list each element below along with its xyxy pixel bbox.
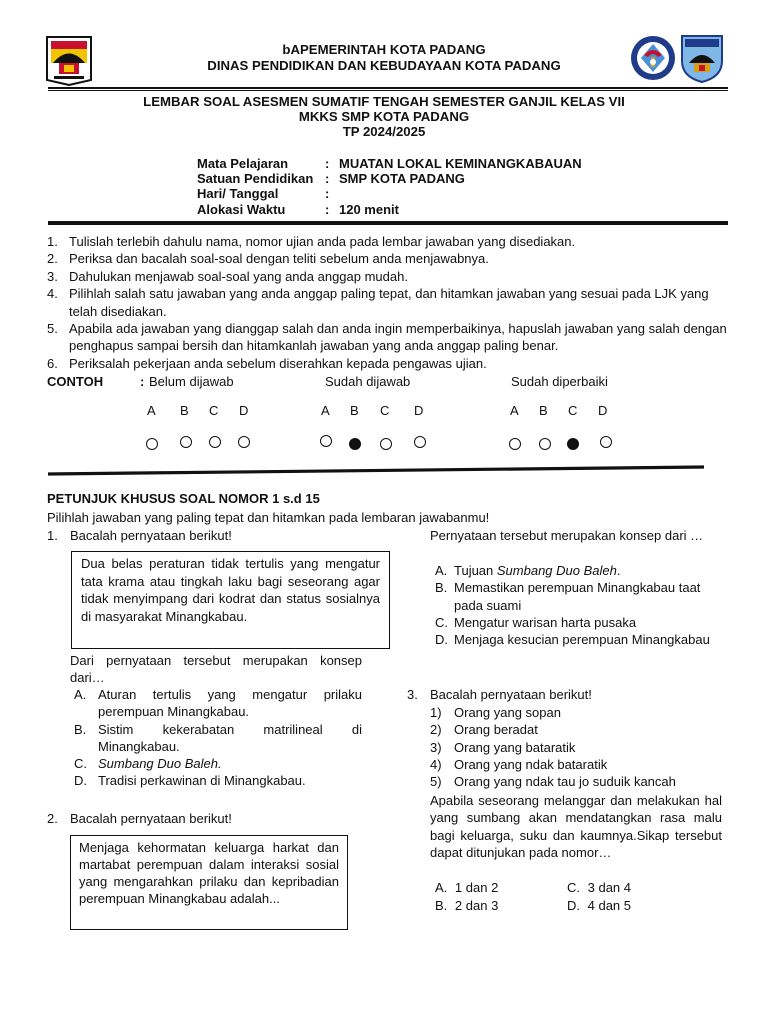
instruction-text: Periksalah pekerjaan anda sebelum diserahkan kepada pengawas ujian.	[69, 355, 487, 371]
statement-text: Orang yang bataratik	[454, 739, 576, 755]
question-prompt: Bacalah pernyataan berikut!	[70, 528, 232, 543]
answer-option[interactable]	[567, 880, 631, 895]
option-letter: D.	[74, 773, 87, 789]
info-colon: :	[325, 171, 330, 187]
instruction-item	[47, 355, 727, 372]
statement-item	[430, 704, 720, 721]
question-prompt: Bacalah pernyataan berikut!	[430, 687, 592, 702]
answer-bubble-filled	[567, 438, 579, 450]
instruction-text: Tulislah terlebih dahulu nama, nomor ujian anda pada lembar jawaban yang disediakan.	[69, 234, 576, 249]
info-label: Satuan Pendidikan	[197, 171, 314, 187]
contoh-colon: :	[140, 374, 145, 389]
info-value: MUATAN LOKAL KEMINANGKABAUAN	[339, 156, 582, 171]
contoh-letter: D	[239, 403, 249, 418]
header-line-2: DINAS PENDIDIKAN DAN KEBUDAYAAN KOTA PADANG	[207, 57, 561, 73]
contoh-letter: C	[568, 403, 578, 418]
info-label: Hari/ Tanggal	[197, 186, 279, 202]
padang-city-emblem-icon	[46, 36, 92, 86]
instruction-number: 6.	[47, 355, 58, 371]
question-3-text: Apabila seseorang melanggar dan melakukan hal yang sumbang akan mendatangkan rasa malu bagi keluarga, suku dan kaumnya.Sikap tersebut dapat ditunjukan pada nomor…	[430, 793, 722, 860]
info-colon: :	[325, 201, 330, 217]
question-3-list	[430, 704, 720, 790]
answer-option[interactable]	[567, 898, 631, 913]
info-row	[197, 171, 582, 186]
statement-text: Orang yang ndak bataratik	[454, 756, 608, 772]
option-letter: A.	[435, 563, 448, 578]
answer-option[interactable]	[435, 631, 715, 648]
instruction-text: Apabila ada jawaban yang dianggap salah dan anda ingin memperbaikinya, hapuslah jawaban yang salah dengan penghapus sampai bersih dan hitamkanlah jawaban yang anda anggap paling benar.	[69, 321, 727, 354]
option-text: Sistim kekerabatan matrilineal di Minangkabau.	[98, 721, 362, 754]
contoh-letter: C	[209, 403, 219, 418]
answer-bubble-empty	[146, 438, 158, 450]
option-text-italic: Sumbang Duo Baleh	[496, 563, 617, 578]
header-divider-bottom	[48, 90, 728, 91]
option-text: 2 dan 3	[454, 898, 499, 913]
info-label: Alokasi Waktu	[197, 201, 286, 217]
statement-number: 2)	[430, 722, 442, 738]
section-divider	[48, 465, 704, 477]
contoh-letter: A	[321, 403, 330, 418]
answer-bubble-empty	[180, 436, 192, 448]
padang-education-icon	[679, 33, 725, 83]
contoh-letter: B	[180, 403, 189, 418]
statement-number: 1)	[430, 705, 442, 720]
statement-item	[430, 739, 720, 756]
instruction-item	[47, 320, 727, 355]
instruction-item	[47, 233, 727, 250]
answer-bubble-empty	[539, 438, 551, 450]
instruction-item	[47, 250, 727, 267]
question-1-text: Dari pernyataan tersebut merupakan konsep dari…	[70, 653, 362, 686]
general-instructions	[47, 233, 727, 372]
option-letter: D.	[435, 632, 448, 648]
answer-bubble-empty	[380, 438, 392, 450]
option-letter: B.	[435, 580, 448, 596]
section-heading: PETUNJUK KHUSUS SOAL NOMOR 1 s.d 15	[47, 491, 320, 506]
option-letter: C.	[435, 614, 448, 630]
answer-option[interactable]	[435, 898, 498, 913]
option-letter: A.	[435, 880, 448, 895]
info-row	[197, 156, 582, 171]
question-2-statement-box: Menjaga kehormatan keluarga harkat dan martabat perempuan dalam interaksi sosial yang mengarahkan prilaku dan kepribadian perempuan Minangkabau adalah...	[70, 835, 348, 930]
question-prompt: Bacalah pernyataan berikut!	[70, 811, 232, 826]
option-text: Memastikan perempuan Minangkabau taat pada suami	[454, 580, 701, 613]
instruction-item	[47, 285, 727, 320]
statement-number: 4)	[430, 756, 442, 772]
option-letter: B.	[74, 721, 87, 737]
info-row	[197, 202, 582, 217]
question-number: 2.	[47, 811, 58, 826]
contoh-letter: D	[598, 403, 608, 418]
option-letter: B.	[435, 898, 448, 913]
padang-education-emblem	[679, 33, 725, 83]
contoh-letter: B	[539, 403, 548, 418]
contoh-caption-unanswered: Belum dijawab	[149, 374, 234, 389]
info-colon: :	[325, 156, 330, 171]
option-text-post: .	[616, 563, 621, 578]
answer-bubble-empty	[414, 436, 426, 448]
instruction-number: 3.	[47, 268, 58, 284]
statement-text: Orang yang sopan	[454, 705, 561, 720]
instruction-text: Pilihlah salah satu jawaban yang anda anggap paling tepat, dan hitamkan jawaban yang sesuai pada LJK yang telah disediakan.	[69, 286, 709, 319]
option-letter: A.	[74, 687, 87, 702]
option-text: Aturan tertulis yang mengatur prilaku perempuan Minangkabau.	[98, 687, 362, 720]
statement-number: 5)	[430, 774, 442, 790]
option-letter: C.	[74, 756, 87, 772]
contoh-label: CONTOH	[47, 374, 104, 389]
answer-option[interactable]	[74, 755, 362, 772]
info-colon: :	[325, 186, 330, 202]
answer-option[interactable]	[74, 721, 362, 756]
info-value: SMP KOTA PADANG	[339, 171, 465, 187]
exam-title-line-2: MKKS SMP KOTA PADANG	[298, 109, 470, 124]
answer-bubble-empty	[600, 436, 612, 448]
answer-bubble-empty	[509, 438, 521, 450]
option-text: 3 dan 4	[587, 880, 631, 895]
answer-bubble-empty	[209, 436, 221, 448]
padang-city-emblem	[46, 36, 92, 86]
tut-wuri-handayani-icon	[630, 35, 676, 81]
question-1-statement-box: Dua belas peraturan tidak tertulis yang mengatur tata krama atau tingkah laku bagi seseorang agar tidak menyimpang dari kodrat dan status sosialnya di masyarakat Minangkabau.	[71, 551, 390, 649]
instruction-number: 2.	[47, 251, 58, 267]
answer-option[interactable]	[74, 772, 362, 789]
question-2-text: Pernyataan tersebut merupakan konsep dari …	[430, 528, 704, 543]
instruction-number: 4.	[47, 286, 58, 302]
contoh-letter: C	[380, 403, 390, 418]
info-label: Mata Pelajaran	[197, 156, 289, 171]
exam-title-line-1: LEMBAR SOAL ASESMEN SUMATIF TENGAH SEMESTER GANJIL KELAS VII	[143, 94, 625, 109]
info-value: 120 menit	[339, 201, 399, 217]
instruction-number: 1.	[47, 234, 58, 249]
answer-option[interactable]	[435, 880, 498, 895]
answer-bubble-filled	[349, 438, 361, 450]
header-line-1: bAPEMERINTAH KOTA PADANG	[282, 42, 486, 57]
question-number: 1.	[47, 528, 58, 543]
statement-text: Orang yang ndak tau jo suduik kancah	[454, 774, 676, 790]
instruction-item	[47, 268, 727, 285]
option-letter: C.	[567, 880, 580, 895]
instruction-text: Periksa dan bacalah soal-soal dengan teliti sebelum anda menjawabnya.	[69, 251, 489, 267]
answer-option[interactable]	[435, 562, 715, 579]
exam-title	[80, 94, 688, 139]
contoh-letter: D	[414, 403, 424, 418]
statement-item	[430, 773, 720, 790]
answer-bubble-empty	[238, 436, 250, 448]
option-text: Mengatur warisan harta pusaka	[454, 614, 637, 630]
info-divider	[48, 221, 728, 225]
option-text-pre: Tujuan	[454, 563, 497, 578]
section-subheading: Pilihlah jawaban yang paling tepat dan hitamkan pada lembaran jawabanmu!	[47, 510, 490, 525]
contoh-letter: A	[510, 403, 519, 418]
option-text: Tradisi perkawinan di Minangkabau.	[98, 773, 306, 789]
tut-wuri-handayani-emblem	[630, 35, 676, 81]
option-text: 1 dan 2	[454, 880, 499, 895]
option-text: 4 dan 5	[587, 898, 631, 913]
option-letter: D.	[567, 898, 580, 913]
option-text: Sumbang Duo Baleh.	[98, 756, 222, 772]
answer-option[interactable]	[74, 686, 362, 721]
statement-number: 3)	[430, 739, 442, 755]
statement-item	[430, 721, 720, 738]
contoh-letter: B	[350, 403, 359, 418]
answer-option[interactable]	[435, 579, 715, 614]
contoh-caption-corrected: Sudah diperbaiki	[511, 374, 608, 389]
option-text	[454, 562, 715, 579]
contoh-letter: A	[147, 403, 156, 418]
instruction-number: 5.	[47, 321, 58, 337]
statement-text: Orang beradat	[454, 722, 538, 738]
info-row	[197, 186, 582, 201]
answer-option[interactable]	[435, 614, 715, 631]
contoh-caption-answered: Sudah dijawab	[325, 374, 411, 389]
answer-bubble-empty	[320, 435, 332, 447]
exam-title-line-3: TP 2024/2025	[342, 124, 426, 139]
question-2-options	[435, 562, 715, 648]
question-1-options	[74, 686, 362, 790]
instruction-text: Dahulukan menjawab soal-soal yang anda anggap mudah.	[69, 268, 408, 284]
question-number: 3.	[407, 687, 418, 702]
statement-item	[430, 756, 720, 773]
option-text: Menjaga kesucian perempuan Minangkabau	[454, 632, 710, 648]
header-divider-top	[48, 87, 728, 89]
exam-info	[197, 156, 582, 217]
header-text	[140, 42, 628, 73]
